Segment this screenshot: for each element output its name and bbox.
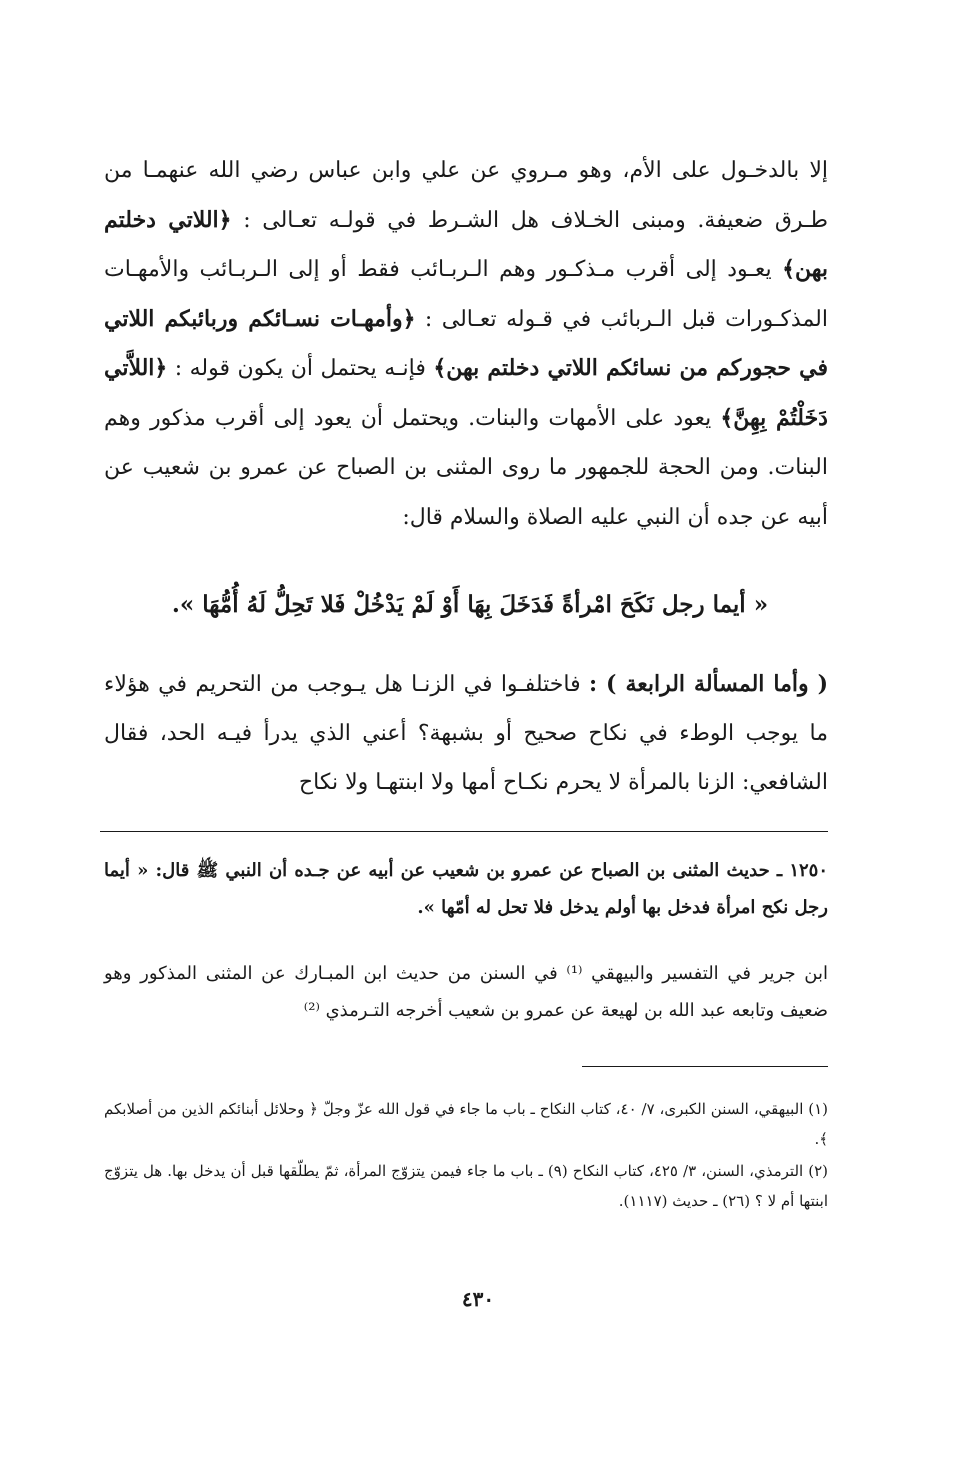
hadith-quote: « أيما رجل نَكَحَ امْرأةً فَدَخَلَ بِهَا أَوْ لَمْ يَدْخُلْ فَلا تَحِلُّ لَهُ أُمُّهَا ». [171, 591, 769, 618]
main-text-segment: يعـود إلى أقرب مـذكـور وهم الـربـائب فقط أو إلى الـربـائب والأمهـات المذكـورات قبل الـربائب في قـوله تعـالى : [104, 257, 828, 332]
page-number: ٤٣٠ [461, 1287, 495, 1311]
main-paragraph [104, 146, 828, 542]
main-text-segment: إلا بالدخـول على الأم، وهو مـروي عن علي وابن عباس رضي الله عنهمـا من طـرق ضعيفة. ومبنى الخـلاف هل الشـرط في قولـه تعـالى : [104, 158, 828, 233]
quran-quote: ﴿اللاتي دخلتم بهن﴾ [104, 206, 828, 282]
hadith-annotation-text: ١٢٥٠ ـ حديث المثنى بن الصباح عن عمرو بن شعيب عن أبيه عن جـده أن النبي ﷺ قال: « أيما رجل نكح امرأة فدخل بها أولم يدخل فلا تحل له أمّها ». [104, 860, 828, 918]
quran-quote: ﴿اللاَّتي دَخَلْتُمْ بِهِنَّ﴾ [104, 355, 828, 431]
hadith-annotation [104, 852, 828, 926]
main-text-segment: فاختلفـوا في الزنـا هل يـوجب من التحريم في هؤلاء ما يوجب الوطء في نكاح صحيح أو بشبهة؟ أعني الذي يدرأ فيـه الحد، فقال الشافعي: الزنا بالمرأة لا يحرم نكـاح أمها ولا ابنتهـا ولا نكاح [104, 672, 828, 795]
quran-quote: ﴿وأمهـات نسـائكم وربائبكم اللاتي في حجوركم من نسائكم اللاتي دخلتم بهن﴾ [104, 305, 829, 381]
section-heading: ( وأما المسألة الرابعة ) : [588, 671, 828, 697]
main-text-block [104, 146, 828, 542]
footnotes [104, 1094, 828, 1218]
annotation-divider [100, 831, 828, 832]
annotation-commentary [104, 955, 828, 1029]
annotation-commentary-text: ابن جرير في التفسير والبيهقي ⁽¹⁾ في السنن من حديث ابن المبـارك عن المثنى المذكور وهو ضعيف وتابعه عبد الله بن لهيعة عن عمرو بن شعيب أخرجه التـرمذي ⁽²⁾ [104, 963, 828, 1021]
footnote-divider [582, 1066, 828, 1067]
main-text-segment: فإنـه يحتمل أن يكون قوله : [174, 356, 426, 381]
fourth-issue-paragraph [104, 660, 828, 807]
main-text-segment: يعود على الأمهات والبنات. ويحتمل أن يعود إلى أقرب مذكور وهم البنات. ومن الحجة للجمهور ما روى المثنى بن الصباح عن عمرو بن شعيب عن أبيه عن جده أن النبي عليه الصلاة والسلام قال: [104, 405, 828, 530]
footnote-item: (١) البيهقي، السنن الكبرى، ٧/ ٤٠، كتاب النكاح ـ باب ما جاء في قول الله عزّ وجلّ ﴿ وحلائل أبنائكم الذين من أصلابكم ﴾. [104, 1100, 828, 1148]
footnote-item: (٢) الترمذي، السنن، ٣/ ٤٢٥، كتاب النكاح (٩) ـ باب ما جاء فيمن يتزوّج المرأة، ثمّ يطلّقها قبل أن يدخل بها. هل يتزوّج ابنتها أم لا ؟ (٢٦) ـ حديث (١١١٧). [104, 1162, 829, 1210]
